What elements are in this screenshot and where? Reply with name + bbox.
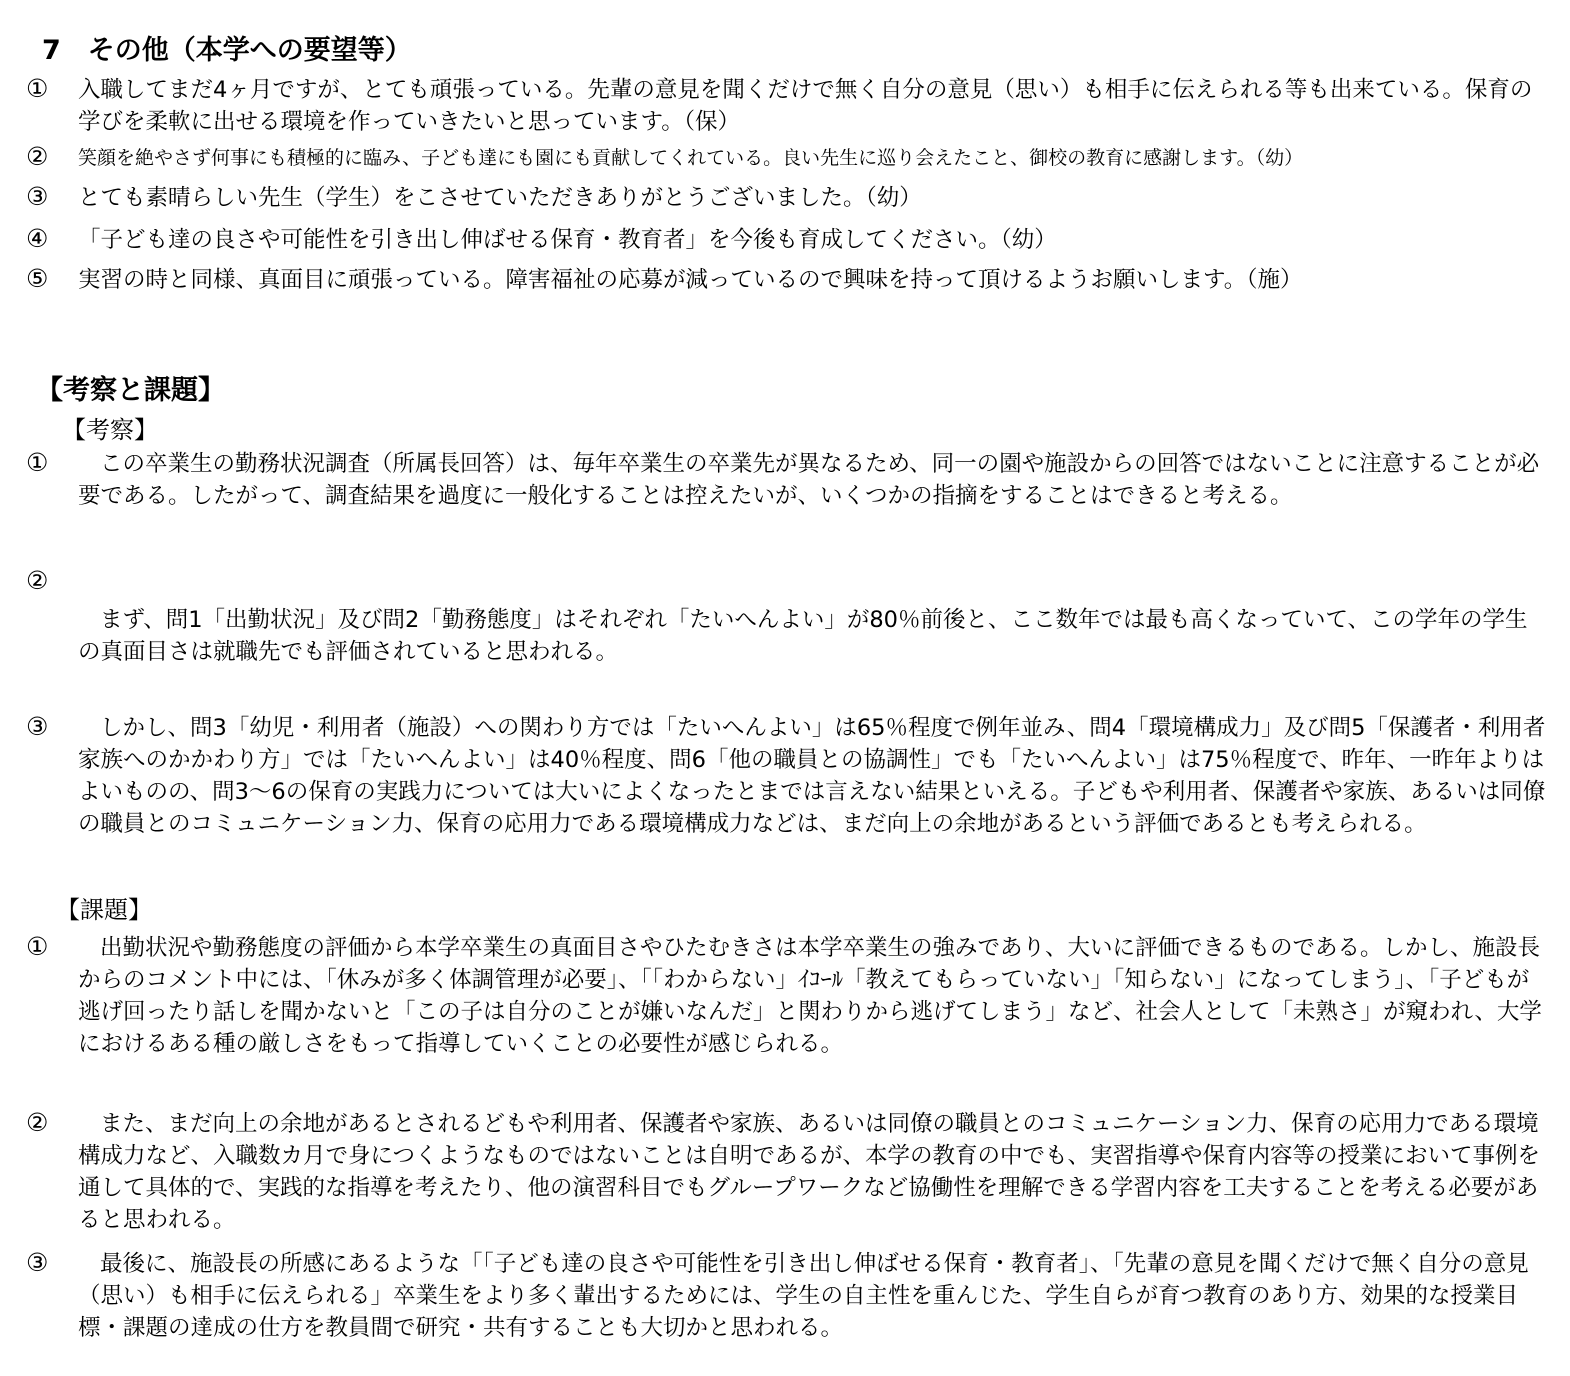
consideration-item-2 <box>26 604 1546 668</box>
section-7-item-4 <box>26 224 1546 256</box>
item-number: ④ <box>26 224 49 253</box>
consideration-item-3 <box>26 712 1546 840</box>
item-number: ③ <box>26 712 49 741</box>
issues-heading: 【課題】 <box>56 896 152 924</box>
section-7-item-2 <box>26 142 1546 174</box>
item-text: とても素晴らしい先生（学生）をこさせていただきありがとうございました。（幼） <box>78 185 922 211</box>
item-text: この卒業生の勤務状況調査（所属長回答）は、毎年卒業生の卒業先が異なるため、同一の園や施設からの回答ではないことに注意することが必要である。したがって、調査結果を過度に一般化することは控えたいが、いくつかの指摘をすることはできると考える。 <box>78 451 1540 509</box>
item-number: ③ <box>26 182 49 211</box>
item-number: ② <box>26 1108 49 1137</box>
item-number: ① <box>26 74 49 103</box>
item-text: まず、問1「出勤状況」及び問2「勤務態度」はそれぞれ「たいへんよい」が80％前後と、ここ数年では最も高くなっていて、この学年の学生の真面目さは就職先でも評価されていると思われる。 <box>78 607 1528 665</box>
consideration-item-1 <box>26 448 1546 512</box>
issues-item-2 <box>26 1108 1546 1236</box>
item-text: 出勤状況や勤務態度の評価から本学卒業生の真面目さやひたむきさは本学卒業生の強みであり、大いに評価できるものである。しかし、施設長からのコメント中には、「休みが多く体調管理が必要」、「「わからない」ｲｺｰﾙ「教えてもらっていない」「知らない」になってしまう」、「子どもが逃げ回ったり話しを聞かないと「この子は自分のことが嫌いなんだ」と関わりから逃げてしまう」など、社会人として「未熟さ」が窺われ、大学におけるある種の厳しさをもって指導していくことの必要性が感じられる。 <box>78 935 1542 1057</box>
item-text: また、まだ向上の余地があるとされるどもや利用者、保護者や家族、あるいは同僚の職員とのコミュニケーション力、保育の応用力である環境構成力など、入職数カ月で身につくようなものではないことは自明であるが、本学の教育の中でも、実習指導や保育内容等の授業において事例を通して具体的で、実践的な指導を考えたり、他の演習科目でもグループワークなど協働性を理解できる学習内容を工夫することを考える必要があると思われる。 <box>78 1111 1541 1233</box>
item-text: 実習の時と同様、真面目に頑張っている。障害福祉の応募が減っているので興味を持って頂けるようお願いします。（施） <box>78 267 1303 293</box>
item-text: 最後に、施設長の所感にあるような「「子ども達の良さや可能性を引き出し伸ばせる保育・教育者」、「先輩の意見を聞くだけで無く自分の意見（思い）も相手に伝えられる」卒業生をより多く輩出するためには、学生の自主性を重んじた、学生自らが育つ教育のあり方、効果的な授業目標・課題の達成の仕方を教員間で研究・共有することも大切かと思われる。 <box>78 1251 1529 1341</box>
item-text: 入職してまだ4ヶ月ですが、とても頑張っている。先輩の意見を聞くだけで無く自分の意見（思い）も相手に伝えられる等も出来ている。保育の学びを柔軟に出せる環境を作っていきたいと思っています。（保） <box>78 77 1533 135</box>
section-7-item-3 <box>26 182 1546 214</box>
item-text: 「子ども達の良さや可能性を引き出し伸ばせる保育・教育者」を今後も育成してください。（幼） <box>78 227 1057 253</box>
item-number: ② <box>26 566 49 595</box>
item-number: ⑤ <box>26 264 49 293</box>
discussion-title: 【考察と課題】 <box>36 375 225 406</box>
item-text: しかし、問3「幼児・利用者（施設）への関わり方では「たいへんよい」は65％程度で例年並み、問4「環境構成力」及び問5「保護者・利用者家族へのかかわり方」では「たいへんよい」は40％程度、問6「他の職員との協調性」でも「たいへんよい」は75％程度で、昨年、一昨年よりはよいものの、問3～6の保育の実践力については大いによくなったとまでは言えない結果といえる。子どもや利用者、保護者や家族、あるいは同僚の職員とのコミュニケーション力、保育の応用力である環境構成力などは、まだ向上の余地があるという評価であるとも考えられる。 <box>78 715 1546 837</box>
item-text: 笑顔を絶やさず何事にも積極的に臨み、子ども達にも園にも貢献してくれている。良い先生に巡り会えたこと、御校の教育に感謝します。（幼） <box>78 147 1304 169</box>
consideration-heading: 【考察】 <box>62 416 158 444</box>
item-number: ① <box>26 932 49 961</box>
section-7-item-5 <box>26 264 1546 296</box>
issues-item-3 <box>26 1248 1546 1344</box>
item-number: ③ <box>26 1248 49 1277</box>
issues-item-1 <box>26 932 1546 1060</box>
item-number: ① <box>26 448 49 477</box>
item-number: ② <box>26 142 49 171</box>
section-7-title: 7 その他（本学への要望等） <box>42 35 412 66</box>
section-7-item-1 <box>26 74 1546 138</box>
